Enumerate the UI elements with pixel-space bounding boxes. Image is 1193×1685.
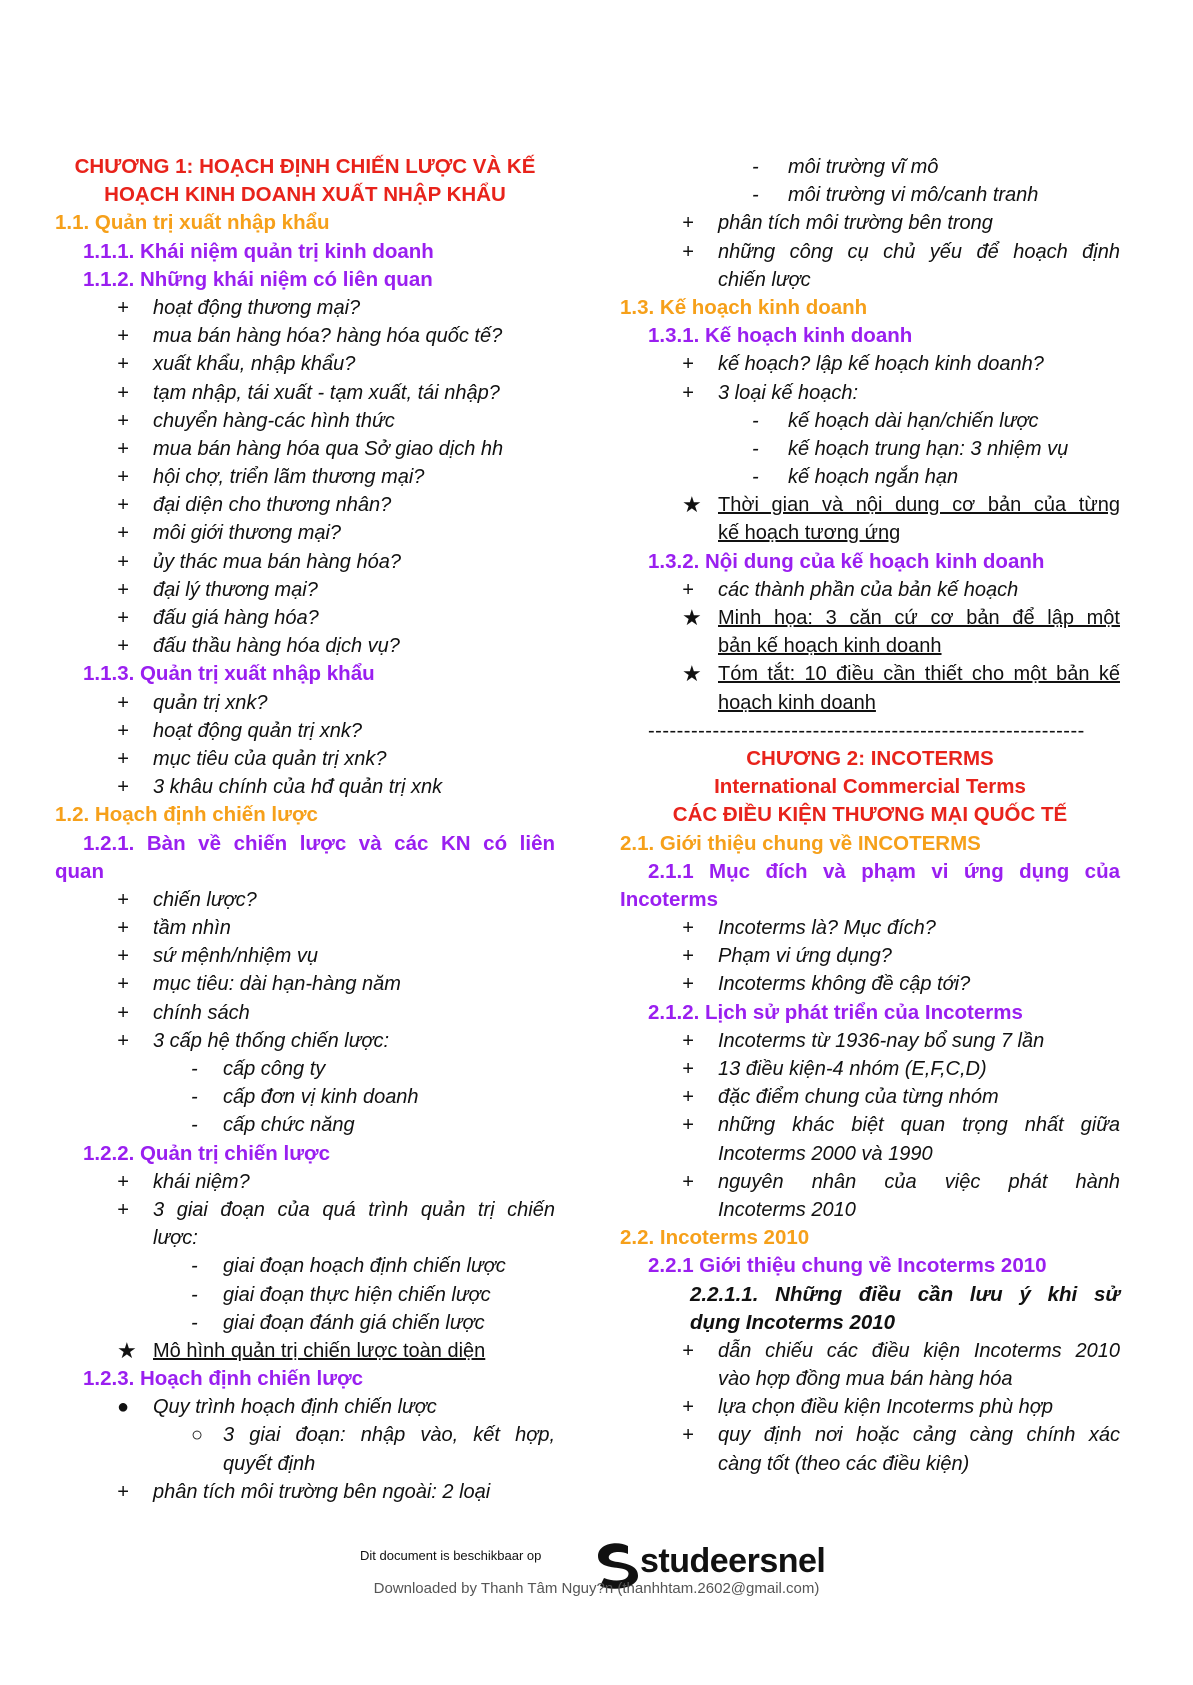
list-item: + đấu thầu hàng hóa dịch vụ? xyxy=(55,632,555,660)
plus-marker: + xyxy=(117,888,129,911)
section-2-2-1-heading: 2.2.1 Giới thiệu chung về Incoterms 2010 xyxy=(648,1254,1047,1278)
chapter-2-title-line2: International Commercial Terms xyxy=(714,775,1026,799)
list-item: + đại diện cho thương nhân? xyxy=(55,491,555,519)
dash-marker: - xyxy=(752,156,759,178)
list-item: + phân tích môi trường bên ngoài: 2 loại xyxy=(55,1478,555,1506)
list-item: + đại lý thương mại? xyxy=(55,576,555,604)
list-item: + hoạt động quản trị xnk? xyxy=(55,717,555,745)
sublist-1-3-1 xyxy=(620,407,1120,492)
list-item: + dẫn chiếu các điều kiện Incoterms 2010 xyxy=(620,1337,1120,1365)
list-item: + các thành phần của bản kế hoạch xyxy=(620,576,1120,604)
list-item: - cấp chức năng xyxy=(55,1111,555,1139)
list-item: + khái niệm? xyxy=(55,1168,555,1196)
plus-marker: + xyxy=(682,1029,694,1052)
list-item: + chuyển hàng-các hình thức xyxy=(55,407,555,435)
list-item: + kế hoạch? lập kế hoạch kinh doanh? xyxy=(620,350,1120,378)
list-item-continuation: quyết định xyxy=(223,1452,316,1475)
available-on-text: Dit document is beschikbaar op xyxy=(360,1548,542,1563)
plus-marker: + xyxy=(682,973,694,996)
section-1-1-2-heading: 1.1.2. Những khái niệm có liên quan xyxy=(83,267,433,291)
list-item: + môi giới thương mại? xyxy=(55,519,555,547)
list-item: + mục tiêu: dài hạn-hàng năm xyxy=(55,970,555,998)
plus-marker: + xyxy=(117,747,129,770)
plus-marker: + xyxy=(117,1029,129,1052)
list-item: + sứ mệnh/nhiệm vụ xyxy=(55,942,555,970)
section-1-2-3-heading: 1.2.3. Hoạch định chiến lược xyxy=(83,1367,364,1391)
star-icon: ★ xyxy=(682,661,702,687)
list-item: + mua bán hàng hóa? hàng hóa quốc tế? xyxy=(55,322,555,350)
list-item: + 3 cấp hệ thống chiến lược: xyxy=(55,1027,555,1055)
plus-marker: + xyxy=(117,719,129,742)
section-1-1-heading: 1.1. Quản trị xuất nhập khẩu xyxy=(55,211,330,235)
plus-marker: + xyxy=(682,945,694,968)
section-1-3-2-heading: 1.3.2. Nội dung của kế hoạch kinh doanh xyxy=(648,549,1045,573)
plus-marker: + xyxy=(682,1058,694,1080)
chapter-2-title-line1: CHƯƠNG 2: INCOTERMS xyxy=(746,746,994,770)
plus-marker: + xyxy=(682,212,694,235)
list-item: + quy định nơi hoặc cảng càng chính xác xyxy=(620,1421,1120,1449)
plus-marker: + xyxy=(117,691,129,714)
section-1-2-1-heading-line1: 1.2.1. Bàn về chiến lược và các KN có liên xyxy=(83,831,555,855)
list-item-continuation: Incoterms 2000 và 1990 xyxy=(718,1142,933,1165)
plus-marker: + xyxy=(117,607,129,629)
list-item: ● Quy trình hoạch định chiến lược xyxy=(55,1393,555,1421)
list-item: + xuất khẩu, nhập khẩu? xyxy=(55,350,555,378)
star-link-item[interactable]: ★ Tóm tắt: 10 điều cần thiết cho một bản kế xyxy=(620,660,1120,688)
section-1-1-1-heading: 1.1.1. Khái niệm quản trị kinh doanh xyxy=(83,239,434,263)
plus-marker: + xyxy=(117,550,129,573)
star-link-item[interactable]: ★ Minh họa: 3 căn cứ cơ bản để lập một xyxy=(620,604,1120,632)
plus-marker: + xyxy=(682,578,694,601)
list-item: + 3 khâu chính của hđ quản trị xnk xyxy=(55,773,555,801)
plus-marker: + xyxy=(117,1170,129,1193)
dash-marker: - xyxy=(752,437,759,460)
list-item: - kế hoạch trung hạn: 3 nhiệm vụ xyxy=(620,435,1120,463)
list-item-continuation: vào hợp đồng mua bán hàng hóa xyxy=(718,1368,1013,1391)
list-item-continuation: chiến lược xyxy=(718,268,811,291)
section-separator: ------------------------------------------------------------- xyxy=(648,719,1085,742)
section-1-3-heading: 1.3. Kế hoạch kinh doanh xyxy=(620,295,868,319)
plus-marker: + xyxy=(117,1001,129,1024)
section-1-3-1-heading: 1.3.1. Kế hoạch kinh doanh xyxy=(648,324,913,348)
list-item-continuation: Incoterms 2010 xyxy=(718,1198,856,1221)
list-item: + 3 loại kế hoạch: xyxy=(620,379,1120,407)
list-item: - kế hoạch dài hạn/chiến lược xyxy=(620,407,1120,435)
star-link-item[interactable]: ★ Mô hình quản trị chiến lược toàn diện xyxy=(55,1337,555,1365)
chapter-2-title-line3: CÁC ĐIỀU KIỆN THƯƠNG MẠI QUỐC TẾ xyxy=(672,803,1068,827)
plus-marker: + xyxy=(682,1424,694,1447)
plus-marker: + xyxy=(682,381,694,404)
list-item: + mua bán hàng hóa qua Sở giao dịch hh xyxy=(55,435,555,463)
list-2-1-2 xyxy=(620,1027,1120,1112)
plus-marker: + xyxy=(117,1480,129,1503)
list-item: + Incoterms không đề cập tới? xyxy=(620,970,1120,998)
list-item: - môi trường vi mô/canh tranh xyxy=(620,181,1120,209)
bullet-circle-icon: ○ xyxy=(191,1424,204,1447)
dash-marker: - xyxy=(191,1255,198,1278)
list-item: + đấu giá hàng hóa? xyxy=(55,604,555,632)
plus-marker: + xyxy=(117,409,129,432)
downloaded-by-text: Downloaded by Thanh Tâm Nguy?n (thanhhtam.2602@gmail.com) xyxy=(373,1580,820,1597)
section-2-1-2-heading: 2.1.2. Lịch sử phát triển của Incoterms xyxy=(648,1000,1023,1024)
star-icon: ★ xyxy=(682,492,702,518)
list-item: + 13 điều kiện-4 nhóm (E,F,C,D) xyxy=(620,1055,1120,1083)
plus-marker: + xyxy=(117,494,129,517)
bullet-dot-icon: ● xyxy=(117,1396,130,1419)
list-item: + những khác biệt quan trọng nhất giữa xyxy=(620,1111,1120,1139)
list-item: - giai đoạn hoạch định chiến lược xyxy=(55,1252,555,1280)
plus-marker: + xyxy=(117,325,129,348)
plus-marker: + xyxy=(117,917,129,940)
plus-marker: + xyxy=(117,776,129,799)
sublist-environment xyxy=(620,153,1120,209)
list-item: - kế hoạch ngắn hạn xyxy=(620,463,1120,491)
list-1-2-1 xyxy=(55,886,555,1055)
list-item: + Incoterms từ 1936-nay bổ sung 7 lần xyxy=(620,1027,1120,1055)
dash-marker: - xyxy=(752,409,759,432)
sublist-1-2-2 xyxy=(55,1252,555,1337)
left-column xyxy=(55,153,555,1506)
list-item: + hoạt động thương mại? xyxy=(55,294,555,322)
list-item: + lựa chọn điều kiện Incoterms phù hợp xyxy=(620,1393,1120,1421)
star-icon: ★ xyxy=(117,1337,137,1363)
section-1-1-3-heading: 1.1.3. Quản trị xuất nhập khẩu xyxy=(83,662,375,686)
list-item: + hội chợ, triển lãm thương mại? xyxy=(55,463,555,491)
list-item: + 3 giai đoạn của quá trình quản trị chiến xyxy=(55,1196,555,1224)
plus-marker: + xyxy=(117,437,129,460)
plus-marker: + xyxy=(117,1198,129,1221)
section-2-2-1-1-heading-line2: dụng Incoterms 2010 xyxy=(690,1310,896,1334)
list-item: + quản trị xnk? xyxy=(55,689,555,717)
plus-marker: + xyxy=(682,917,694,940)
right-column xyxy=(620,153,1120,1478)
plus-marker: + xyxy=(117,522,129,545)
dash-marker: - xyxy=(191,1058,198,1080)
list-item: - cấp công ty xyxy=(55,1055,555,1083)
dash-marker: - xyxy=(752,466,759,489)
section-2-1-1-heading-line1: 2.1.1 Mục đích và phạm vi ứng dụng của xyxy=(648,859,1120,883)
plus-marker: + xyxy=(117,466,129,489)
plus-marker: + xyxy=(117,945,129,968)
list-item: + phân tích môi trường bên trong xyxy=(620,209,1120,237)
section-2-1-heading: 2.1. Giới thiệu chung về INCOTERMS xyxy=(620,831,981,855)
list-item: - môi trường vĩ mô xyxy=(620,153,1120,181)
list-item: + Phạm vi ứng dụng? xyxy=(620,942,1120,970)
section-1-2-1-heading-line2: quan xyxy=(55,859,104,883)
list-item: + tầm nhìn xyxy=(55,914,555,942)
plus-marker: + xyxy=(682,240,694,263)
list-item: - giai đoạn thực hiện chiến lược xyxy=(55,1281,555,1309)
plus-marker: + xyxy=(117,296,129,319)
dash-marker: - xyxy=(752,184,759,207)
list-2-1-1 xyxy=(620,914,1120,999)
sublist-1-2-1 xyxy=(55,1055,555,1140)
list-item-continuation: càng tốt (theo các điều kiện) xyxy=(718,1452,970,1475)
dash-marker: - xyxy=(191,1311,198,1334)
list-item: + những công cụ chủ yếu để hoạch định xyxy=(620,238,1120,266)
section-1-2-heading: 1.2. Hoạch định chiến lược xyxy=(55,803,318,827)
list-item: ○ 3 giai đoạn: nhập vào, kết hợp, xyxy=(55,1421,555,1449)
star-icon: ★ xyxy=(682,605,702,630)
list-1-1-3 xyxy=(55,689,555,802)
plus-marker: + xyxy=(682,1396,694,1419)
list-item: + chiến lược? xyxy=(55,886,555,914)
dash-marker: - xyxy=(191,1086,198,1109)
plus-marker: + xyxy=(117,578,129,601)
star-link-continuation[interactable]: kế hoạch tương ứng xyxy=(718,522,901,545)
star-link-continuation[interactable]: hoạch kinh doanh xyxy=(718,691,876,714)
list-item: + mục tiêu của quản trị xnk? xyxy=(55,745,555,773)
list-item: - giai đoạn đánh giá chiến lược xyxy=(55,1309,555,1337)
plus-marker: + xyxy=(117,353,129,376)
list-1-3-1 xyxy=(620,350,1120,406)
plus-marker: + xyxy=(682,1339,694,1362)
section-2-1-1-heading-line2: Incoterms xyxy=(620,887,718,911)
list-item: + đặc điểm chung của từng nhóm xyxy=(620,1083,1120,1111)
list-item: + ủy thác mua bán hàng hóa? xyxy=(55,548,555,576)
list-item: + tạm nhập, tái xuất - tạm xuất, tái nhập? xyxy=(55,379,555,407)
list-item-continuation: lược: xyxy=(153,1227,198,1250)
section-2-2-heading: 2.2. Incoterms 2010 xyxy=(620,1226,810,1250)
star-link-continuation[interactable]: bản kế hoạch kinh doanh xyxy=(718,635,942,658)
plus-marker: + xyxy=(117,635,129,658)
list-item: + Incoterms là? Mục đích? xyxy=(620,914,1120,942)
plus-marker: + xyxy=(117,381,129,404)
list-item: + nguyên nhân của việc phát hành xyxy=(620,1168,1120,1196)
plus-marker: + xyxy=(117,973,129,996)
plus-marker: + xyxy=(682,1114,694,1137)
list-item: + chính sách xyxy=(55,999,555,1027)
studeersnel-brand[interactable]: studeersnel xyxy=(640,1542,826,1580)
plus-marker: + xyxy=(682,1086,694,1109)
section-2-2-1-1-heading-line1: 2.2.1.1. Những điều cần lưu ý khi sử xyxy=(690,1282,1120,1306)
plus-marker: + xyxy=(682,353,694,376)
dash-marker: - xyxy=(191,1114,198,1137)
star-link-item[interactable]: ★ Thời gian và nội dung cơ bản của từng xyxy=(620,491,1120,519)
section-1-2-2-heading: 1.2.2. Quản trị chiến lược xyxy=(83,1141,331,1165)
dash-marker: - xyxy=(191,1283,198,1306)
chapter-1-title-line1: CHƯƠNG 1: HOẠCH ĐỊNH CHIẾN LƯỢC VÀ KẾ xyxy=(74,155,536,178)
chapter-1-title-line2: HOẠCH KINH DOANH XUẤT NHẬP KHẨU xyxy=(104,183,506,207)
plus-marker: + xyxy=(682,1170,694,1193)
list-1-1-2 xyxy=(55,294,555,660)
list-item: - cấp đơn vị kinh doanh xyxy=(55,1083,555,1111)
